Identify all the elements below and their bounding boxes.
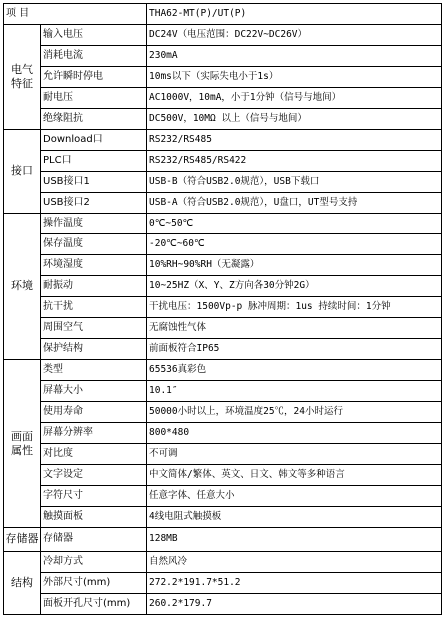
table-row [4,552,442,573]
table-row [4,129,442,150]
spec-value: 10ms以下（实际失电小于1s） [147,66,442,87]
spec-value: AC1000V，10mA，小于1分钟（信号与地间） [147,87,442,108]
spec-name: 消耗电流 [41,45,147,66]
spec-value: RS232/RS485 [147,129,442,150]
table-row [4,297,442,318]
table-row [4,464,442,485]
spec-value: DC24V（电压范围：DC22V~DC26V） [147,24,442,45]
spec-name: 允许瞬时停电 [41,66,147,87]
spec-name: 绝缘阻抗 [41,108,147,129]
table-row [4,192,442,213]
spec-value: 230mA [147,45,442,66]
spec-value: 10.1″ [147,381,442,402]
table-row [4,87,442,108]
table-row [4,572,442,593]
spec-name: 面板开孔尺寸(mm) [41,593,147,614]
spec-name: 类型 [41,360,147,381]
spec-name: 存储器 [41,527,147,551]
table-row [4,527,442,551]
spec-name: 屏幕分辨率 [41,423,147,444]
table-row [4,234,442,255]
group-label: 接口 [4,129,41,213]
table-row [4,318,442,339]
spec-value: 50000小时以上，环境温度25℃，24小时运行 [147,402,442,423]
table-row [4,255,442,276]
table-row [4,276,442,297]
spec-value: 272.2*191.7*51.2 [147,572,442,593]
header-category: 项 目 [4,4,147,25]
spec-value: 前面板符合IP65 [147,339,442,360]
spec-value: 65536真彩色 [147,360,442,381]
spec-value: USB-A（符合USB2.0规范），U盘口，UT型号支持 [147,192,442,213]
spec-name: 触摸面板 [41,506,147,527]
spec-value: 10~25HZ（X、Y、Z方向各30分钟2G） [147,276,442,297]
table-row [4,593,442,614]
spec-value: RS232/RS485/RS422 [147,150,442,171]
table-row [4,24,442,45]
group-label: 画面 属性 [4,360,41,528]
spec-value: 800*480 [147,423,442,444]
spec-name: USB接口2 [41,192,147,213]
spec-value: DC500V，10MΩ 以上（信号与地间） [147,108,442,129]
spec-table-body [4,4,442,615]
spec-name: 文字设定 [41,464,147,485]
table-row [4,485,442,506]
table-row [4,506,442,527]
header-row [4,4,442,25]
spec-value: 260.2*179.7 [147,593,442,614]
spec-name: 输入电压 [41,24,147,45]
spec-name: 保护结构 [41,339,147,360]
group-label: 电气 特征 [4,24,41,129]
spec-value: 无腐蚀性气体 [147,318,442,339]
spec-value: USB-B（符合USB2.0规范），USB下载口 [147,171,442,192]
table-row [4,444,442,465]
table-row [4,150,442,171]
header-model: THA62-MT(P)/UT(P) [147,4,442,25]
spec-value: 4线电阻式触摸板 [147,506,442,527]
spec-name: 操作温度 [41,213,147,234]
spec-name: 周围空气 [41,318,147,339]
table-row [4,423,442,444]
spec-value: 128MB [147,527,442,551]
group-label: 存储器 [4,527,41,551]
spec-value: 10%RH~90%RH（无凝露） [147,255,442,276]
spec-name: 对比度 [41,444,147,465]
spec-name: USB接口1 [41,171,147,192]
spec-name: Download口 [41,129,147,150]
spec-value: 干扰电压：1500Vp-p 脉冲周期：1us 持续时间：1分钟 [147,297,442,318]
table-row [4,66,442,87]
group-label: 环境 [4,213,41,360]
spec-name: 环境湿度 [41,255,147,276]
spec-value: 0℃~50℃ [147,213,442,234]
table-row [4,171,442,192]
table-row [4,213,442,234]
spec-name: 抗干扰 [41,297,147,318]
spec-name: 耐振动 [41,276,147,297]
spec-value: 中文简体/繁体、英文、日文、韩文等多种语言 [147,464,442,485]
spec-value: 自然风冷 [147,552,442,573]
spec-name: PLC口 [41,150,147,171]
spec-value: 不可调 [147,444,442,465]
spec-name: 保存温度 [41,234,147,255]
table-row [4,360,442,381]
table-row [4,45,442,66]
group-label: 结构 [4,552,41,615]
spec-name: 屏幕大小 [41,381,147,402]
spec-name: 字符尺寸 [41,485,147,506]
table-row [4,381,442,402]
spec-value: 任意字体、任意大小 [147,485,442,506]
spec-name: 耐电压 [41,87,147,108]
table-row [4,339,442,360]
spec-name: 使用寿命 [41,402,147,423]
spec-name: 外部尺寸(mm) [41,572,147,593]
spec-table [3,3,442,615]
table-row [4,402,442,423]
spec-value: -20℃~60℃ [147,234,442,255]
table-row [4,108,442,129]
spec-name: 冷却方式 [41,552,147,573]
